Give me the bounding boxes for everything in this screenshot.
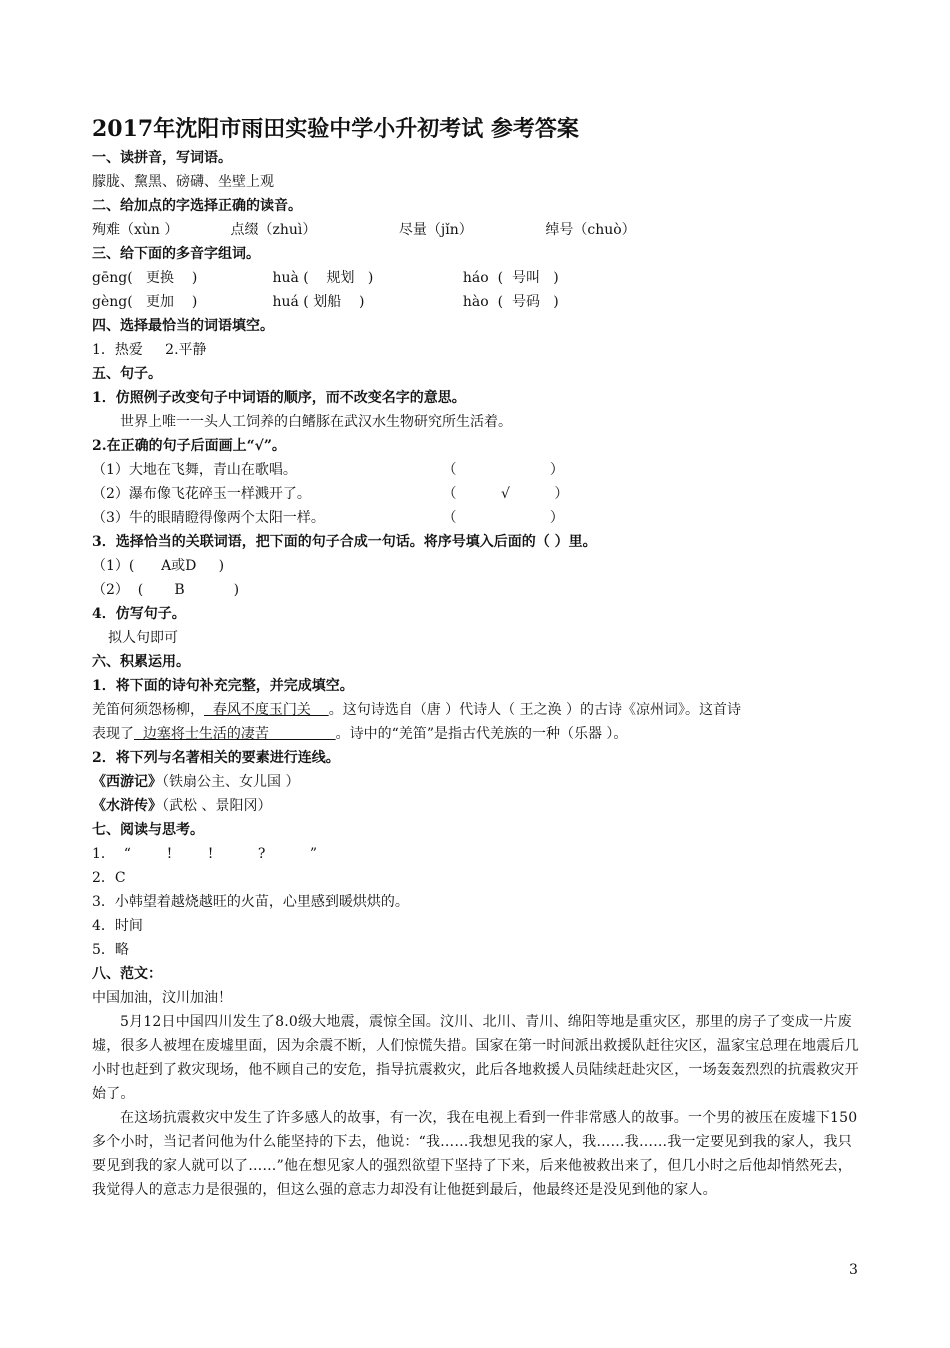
sentence-option: （1）大地在飞舞，青山在歌唱。 (92, 462, 297, 478)
poem-text: 表现了 (92, 726, 134, 742)
essay-paragraph: 在这场抗震救灾中发生了许多感人的故事，有一次，我在电视上看到一件非常感人的故事。一个男的被压在废墟下150多个小时，当记者问他为什么能坚持的下去，他说：“我……我想见我的家人，我……我……我一定要见到我的家人，我只要见到我的家人就可以了……”他在想见家人的强烈欲望下坚持了下来，后来他被救出来了，但几小时之后他却悄然死去，我觉得人的意志力是很强的，但这么强的意志力却没有让他挺到最后，他最终还是没见到他的家人。 (92, 1110, 858, 1198)
answer-5-2-row (92, 482, 862, 506)
page-number: 3 (849, 1262, 858, 1278)
book-elements: （铁扇公主、女儿国 ） (162, 774, 300, 790)
answer-5-4: 拟人句即可 (108, 630, 178, 646)
answer-5-3: （1）( A或D ) (92, 558, 225, 574)
essay-title: 中国加油，汶川加油！ (92, 990, 232, 1006)
answer-sheet (92, 112, 862, 1202)
section-2-heading: 二、给加点的字选择正确的读音。 (92, 198, 302, 214)
polyphone-row-2 (92, 290, 862, 314)
section-4-answer: 1．热爱 2.平静 (92, 342, 207, 358)
book-elements: （武松 、景阳冈） (162, 798, 272, 814)
check-mark-box: （ ） (442, 510, 564, 526)
question-5-4: 4．仿写句子。 (92, 606, 186, 622)
sentence-option: （3）牛的眼睛瞪得像两个太阳一样。 (92, 510, 325, 526)
polyphone-row-1 (92, 266, 862, 290)
section-8-heading: 八、范文： (92, 966, 162, 982)
poem-line-2 (92, 722, 862, 746)
section-5-heading: 五、句子。 (92, 366, 162, 382)
pinyin-answer: 绰号（chuò） (545, 222, 636, 238)
reading-answer: 4．时间 (92, 918, 143, 934)
question-6-1: 1．将下面的诗句补充完整，并完成填空。 (92, 678, 354, 694)
section-4-heading: 四、选择最恰当的词语填空。 (92, 318, 274, 334)
pinyin-answer: 殉难（xùn ） (92, 222, 179, 238)
answer-5-2-row (92, 506, 862, 530)
polyphone-answer: gèng( 更加 ) (92, 294, 198, 310)
book-title: 《水浒传》 (92, 798, 162, 814)
polyphone-answer: háo ( 号叫 ) (462, 270, 559, 286)
answer-5-2-row (92, 458, 862, 482)
check-mark-box: （ ） (442, 462, 564, 478)
poem-fill-blank: 春风不度玉门关 (204, 702, 329, 718)
poem-text: 。这句诗选自（唐 ）代诗人（ 王之涣 ）的古诗《凉州词》。这首诗 (328, 702, 742, 718)
section-7-heading: 七、阅读与思考。 (92, 822, 204, 838)
polyphone-answer: huà ( 规划 ) (272, 270, 374, 286)
book-match-row (92, 794, 862, 818)
answer-5-1: 世界上唯一一头人工饲养的白鳍豚在武汉水生物研究所生活着。 (120, 414, 512, 430)
pinyin-answer: 尽量（jǐn） (398, 222, 473, 238)
reading-answer: 5．略 (92, 942, 129, 958)
polyphone-answer: gēng( 更换 ) (92, 270, 198, 286)
book-title: 《西游记》 (92, 774, 162, 790)
poem-text: 羌笛何须怨杨柳， (92, 702, 204, 718)
answer-5-3: （2） ( B ) (92, 582, 240, 598)
question-5-2: 2.在正确的句子后面画上“√”。 (92, 438, 286, 454)
section-1-heading: 一、读拼音，写词语。 (92, 150, 232, 166)
question-5-1: 1．仿照例子改变句子中词语的顺序，而不改变名字的意思。 (92, 390, 466, 406)
check-mark-box: （ √ ） (442, 486, 569, 502)
reading-answer: 3．小韩望着越烧越旺的火苗，心里感到暖烘烘的。 (92, 894, 409, 910)
question-5-3: 3．选择恰当的关联词语，把下面的句子合成一句话。将序号填入后面的（ ）里。 (92, 534, 597, 550)
polyphone-answer: hào ( 号码 ) (462, 294, 559, 310)
polyphone-answer: huá ( 划船 ) (272, 294, 365, 310)
question-6-2: 2．将下列与名著相关的要素进行连线。 (92, 750, 340, 766)
essay-paragraph: 5月12日中国四川发生了8.0级大地震，震惊全国。汶川、北川、青川、绵阳等地是重灾区，那里的房子了变成一片废墟，很多人被埋在废墟里面，因为余震不断，人们惊慌失措。国家在第一时间派出救援队赶往灾区，温家宝总理在地震后几小时也赶到了救灾现场，他不顾自己的安危，指导抗震救灾，此后各地救援人员陆续赶赴灾区，一场轰轰烈烈的抗震救灾开始了。 (92, 1014, 859, 1102)
section-1-answer: 朦胧、黧黑、磅礴、坐壁上观 (92, 174, 274, 190)
pinyin-answer: 点缀（zhuì） (230, 222, 317, 238)
reading-answer: 1． “ ! ! ? ” (92, 846, 318, 862)
poem-fill-blank: 边塞将士生活的凄苦 (134, 726, 336, 742)
section-6-heading: 六、积累运用。 (92, 654, 190, 670)
poem-text: 。诗中的“羌笛”是指古代羌族的一种（乐器 ）。 (335, 726, 628, 742)
section-2-answers (92, 218, 862, 242)
book-match-row (92, 770, 862, 794)
page-title: 2017年沈阳市雨田实验中学小升初考试 参考答案 (92, 116, 579, 142)
poem-line-1 (92, 698, 862, 722)
reading-answer: 2．C (92, 870, 126, 886)
sentence-option: （2）瀑布像飞花碎玉一样溅开了。 (92, 486, 311, 502)
section-3-heading: 三、给下面的多音字组词。 (92, 246, 260, 262)
